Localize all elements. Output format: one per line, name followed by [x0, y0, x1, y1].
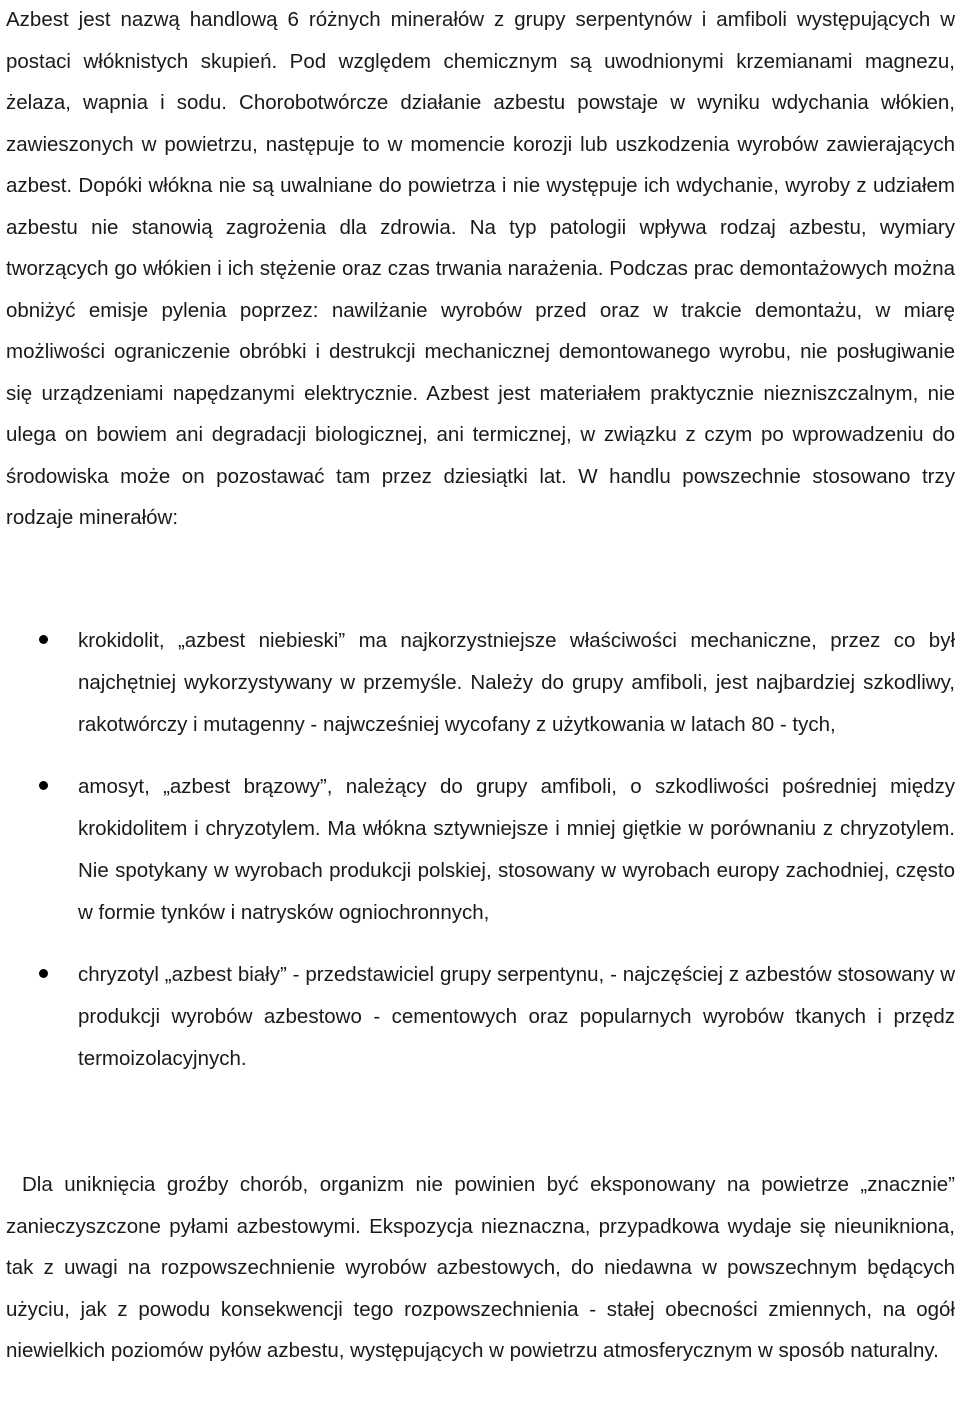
bullet-icon	[39, 781, 48, 790]
list-item	[0, 954, 955, 1080]
list-item-text: chryzotyl „azbest biały” - przedstawiciel grupy serpentynu, - najczęściej z azbestów stosowany w produkcji wyrobów azbestowo - cementowych oraz popularnych wyrobów tkanych i przędz termoizolacyjnych.	[78, 963, 955, 1070]
list-item	[0, 766, 955, 934]
list-item-text: krokidolit, „azbest niebieski” ma najkorzystniejsze właściwości mechaniczne, przez co był najchętniej wykorzystywany w przemyśle. Należy do grupy amfiboli, jest najbardziej szkodliwy, rakotwórczy i mutagenny - najwcześniej wycofany z użytkowania w latach 80 - tych,	[78, 629, 955, 736]
bullet-icon	[39, 969, 48, 978]
closing-paragraph: Dla uniknięcia groźby chorób, organizm nie powinien być eksponowany na powietrze „znacznie” zanieczyszczone pyłami azbestowymi. Ekspozycja nieznaczna, przypadkowa wydaje się nieunikniona, tak z uwagi na rozpowszechnienie wyrobów azbestowych, do niedawna w powszechnym będących użyciu, jak z powodu konsekwencji tego rozpowszechnienia - stałej obecności zmiennych, na ogół niewielkich poziomów pyłów azbestu, występujących w powietrzu atmosferycznym w sposób naturalny.	[6, 1173, 955, 1362]
list-item-text: amosyt, „azbest brązowy”, należący do grupy amfiboli, o szkodliwości pośredniej między krokidolitem i chryzotylem. Ma włókna sztywniejsze i mniej giętkie w porównaniu z chryzotylem. Nie spotykany w wyrobach produkcji polskiej, stosowany w wyrobach europy zachodniej, często w formie tynków i natrysków ogniochronnych,	[78, 775, 955, 924]
minerals-list	[0, 620, 955, 1100]
list-item	[0, 620, 955, 746]
bullet-icon	[39, 635, 48, 644]
intro-paragraph: Azbest jest nazwą handlową 6 różnych minerałów z grupy serpentynów i amfiboli występujących w postaci włóknistych skupień. Pod względem chemicznym są uwodnionymi krzemianami magnezu, żelaza, wapnia i sodu. Chorobotwórcze działanie azbestu powstaje w wyniku wdychania włókien, zawieszonych w powietrzu, następuje to w momencie korozji lub uszkodzenia wyrobów zawierających azbest. Dopóki włókna nie są uwalniane do powietrza i nie występuje ich wdychanie, wyroby z udziałem azbestu nie stanowią zagrożenia dla zdrowia. Na typ patologii wpływa rodzaj azbestu, wymiary tworzących go włókien i ich stężenie oraz czas trwania narażenia. Podczas prac demontażowych można obniżyć emisje pylenia poprzez: nawilżanie wyrobów przed oraz w trakcie demontażu, w miarę możliwości ograniczenie obróbki i destrukcji mechanicznej demontowanego wyrobu, nie posługiwanie się urządzeniami napędzanymi elektrycznie. Azbest jest materiałem praktycznie niezniszczalnym, nie ulega on bowiem ani degradacji biologicznej, ani termicznej, w związku z czym po wprowadzeniu do środowiska może on pozostawać tam przez dziesiątki lat. W handlu powszechnie stosowano trzy rodzaje minerałów:	[6, 8, 955, 529]
